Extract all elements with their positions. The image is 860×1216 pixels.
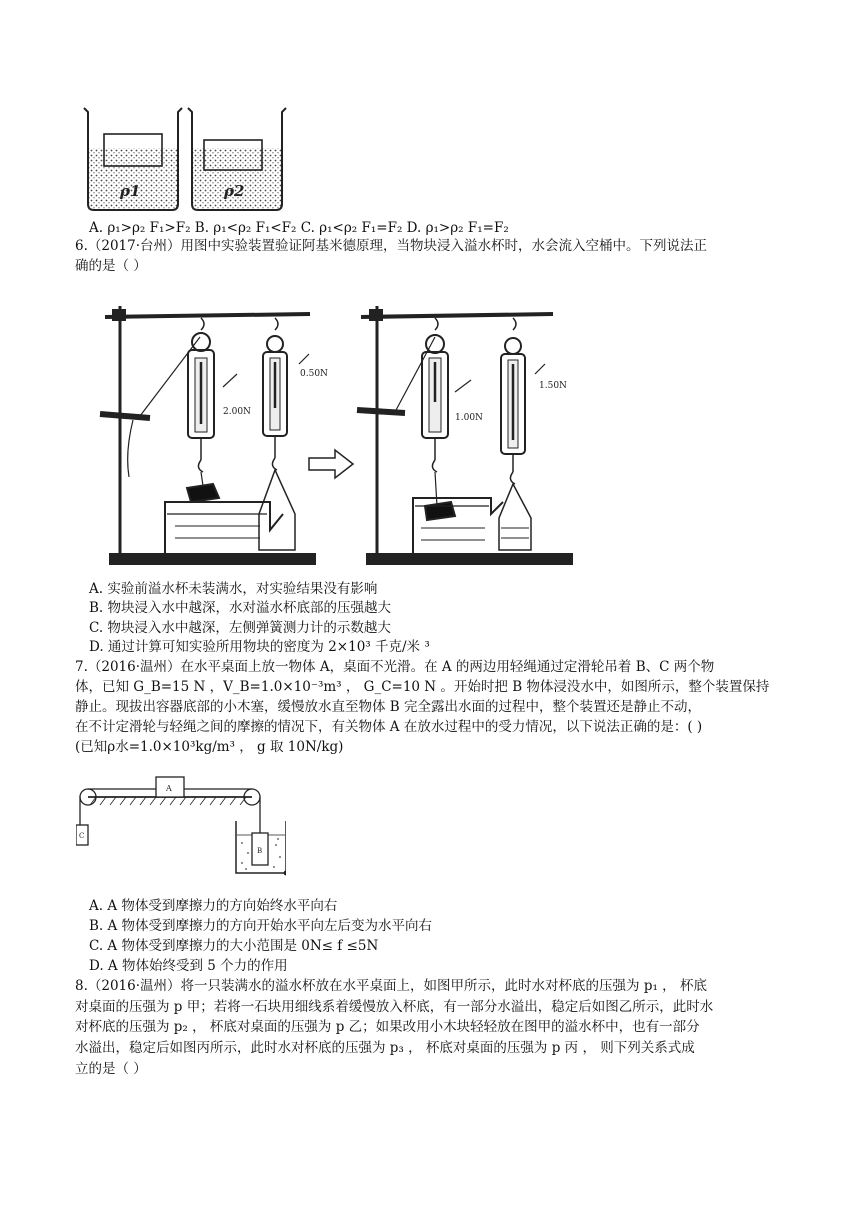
beakers-figure	[80, 104, 290, 216]
q6-option-c: C. 物块浸入水中越深，左侧弹簧测力计的示数越大	[89, 620, 391, 636]
beaker-1-label: ρ1	[120, 182, 141, 200]
q8-stem-line-5: 立的是（ ）	[75, 1061, 147, 1077]
label-c: C	[79, 832, 85, 840]
q7-stem-line-1: 7.（2016·温州）在水平桌面上放一物体 A，桌面不光滑。在 A 的两边用轻绳通过定滑轮吊着 B、C 两个物	[75, 659, 715, 675]
q6-option-a: A. 实验前溢水杯未装满水，对实验结果没有影响	[89, 581, 378, 597]
beaker-2-label: ρ2	[224, 182, 245, 200]
archimedes-figure	[95, 292, 585, 577]
q7-option-d: D. A 物体始终受到 5 个力的作用	[89, 958, 288, 974]
archimedes-diagram	[95, 292, 585, 577]
pulley-diagram	[76, 775, 286, 880]
q7-stem-line-3: 静止。现拔出容器底部的小木塞，缓慢放水直至物体 B 完全露出水面的过程中，整个装置还是静止不动，	[75, 699, 702, 715]
reading-right-1: 1.00N	[455, 413, 483, 423]
q7-stem-line-2: 体，已知 G_B=15 N ，V_B=1.0×10⁻³m³ ， G_C=10 N 。开始时把 B 物体浸没水中，如图所示，整个装置保持	[75, 679, 770, 695]
reading-left-1: 2.00N	[223, 407, 251, 417]
q6-option-b: B. 物块浸入水中越深，水对溢水杯底部的压强越大	[89, 600, 392, 616]
reading-right-2: 1.50N	[539, 381, 567, 391]
q8-stem-line-1: 8.（2016·温州）将一只装满水的溢水杯放在水平桌面上，如图甲所示，此时水对杯底的压强为 p₁ ， 杯底	[75, 978, 707, 994]
q7-option-a: A. A 物体受到摩擦力的方向始终水平向右	[89, 898, 338, 914]
q7-option-c: C. A 物体受到摩擦力的大小范围是 0N≤ f ≤5N	[89, 938, 379, 954]
q6-stem-line-2: 确的是（ ）	[75, 258, 147, 274]
q5-options: A. ρ₁>ρ₂ F₁>F₂ B. ρ₁<ρ₂ F₁<F₂ C. ρ₁<ρ₂ F₁=F₂ D. ρ₁>ρ₂ F₁=F₂	[89, 220, 509, 236]
label-b: B	[257, 847, 263, 855]
q7-option-b: B. A 物体受到摩擦力的方向开始水平向左后变为水平向右	[89, 918, 433, 934]
q6-stem-line-1: 6.（2017·台州）用图中实验装置验证阿基米德原理，当物块浸入溢水杯时，水会流入空桶中。下列说法正	[75, 238, 708, 254]
q7-stem-line-5: (已知ρ水=1.0×10³kg/m³ ， g 取 10N/kg)	[75, 739, 344, 755]
beaker-2	[188, 108, 286, 210]
pulley-figure	[76, 775, 286, 880]
beakers-diagram	[80, 104, 290, 216]
q6-option-d: D. 通过计算可知实验所用物块的密度为 2×10³ 千克/米 ³	[89, 639, 430, 655]
q8-stem-line-4: 水溢出，稳定后如图丙所示，此时水对杯底的压强为 p₃ ， 杯底对桌面的压强为 p 丙 ， 则下列关系式成	[75, 1040, 695, 1056]
label-a: A	[166, 784, 172, 793]
q8-stem-line-3: 对杯底的压强为 p₂ ， 杯底对桌面的压强为 p 乙；如果改用小木块轻轻放在图甲的溢水杯中，也有一部分	[75, 1019, 700, 1035]
beaker-1	[84, 108, 182, 210]
q8-stem-line-2: 对桌面的压强为 p 甲；若将一石块用细线系着缓慢放入杯底，有一部分水溢出，稳定后如图乙所示，此时水	[75, 999, 714, 1015]
reading-left-2: 0.50N	[300, 369, 328, 379]
q7-stem-line-4: 在不计定滑轮与轻绳之间的摩擦的情况下，有关物体 A 在放水过程中的受力情况，以下说法正确的是：( )	[75, 719, 703, 735]
